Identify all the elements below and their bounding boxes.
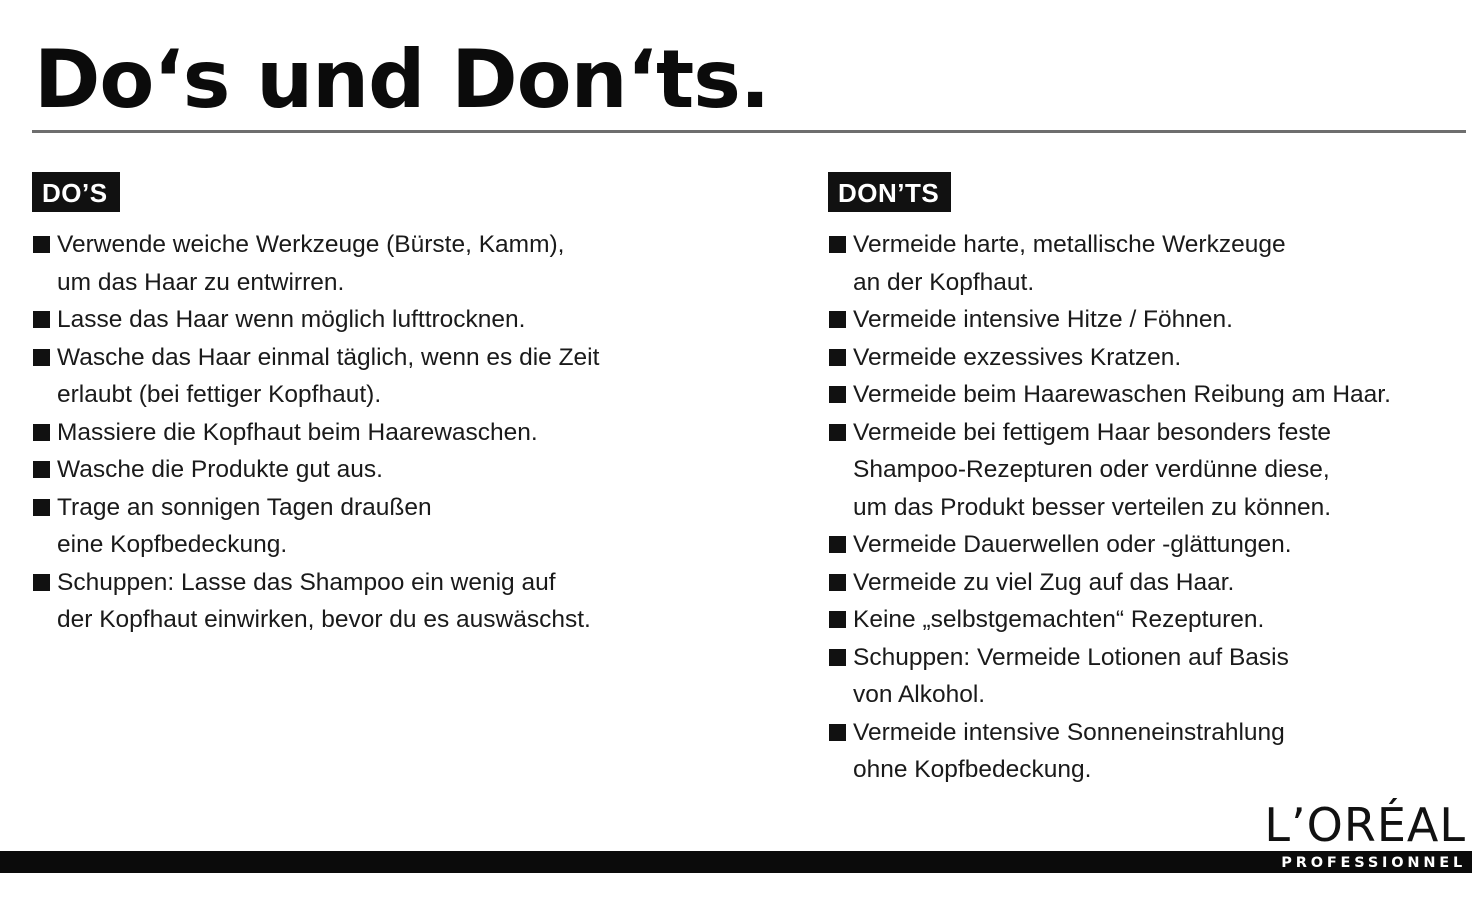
dos-heading: DO’S — [32, 172, 120, 212]
donts-list — [828, 226, 1468, 789]
donts-item-text: Vermeide intensive Sonneneinstrahlung ohne Kopfbedeckung. — [853, 718, 1285, 783]
dos-list — [32, 226, 752, 639]
dos-list-item — [32, 451, 752, 489]
dos-item-text: Lasse das Haar wenn möglich lufttrocknen. — [57, 306, 526, 333]
square-bullet-icon — [829, 349, 846, 366]
dos-list-item — [32, 489, 752, 564]
title-divider — [32, 130, 1466, 133]
donts-list-item — [828, 714, 1468, 789]
donts-list-item — [828, 376, 1468, 414]
square-bullet-icon — [33, 499, 50, 516]
donts-list-item — [828, 601, 1468, 639]
square-bullet-icon — [829, 649, 846, 666]
donts-item-text: Schuppen: Vermeide Lotionen auf Basis von Alkohol. — [853, 643, 1289, 708]
donts-item-text: Vermeide intensive Hitze / Föhnen. — [853, 306, 1233, 333]
square-bullet-icon — [33, 236, 50, 253]
donts-item-text: Vermeide exzessives Kratzen. — [853, 343, 1182, 371]
donts-list-item — [828, 564, 1468, 602]
dos-item-text: Schuppen: Lasse das Shampoo ein wenig auf der Kopfhaut einwirken, bevor du es auswäschst. — [57, 568, 591, 633]
dos-item-text: Wasche die Produkte gut aus. — [57, 456, 383, 483]
donts-heading: DON’TS — [828, 172, 951, 212]
dos-list-item — [32, 564, 752, 639]
donts-item-text: Vermeide bei fettigem Haar besonders feste Shampoo-Rezepturen oder verdünne diese, um das Produkt besser verteilen zu können. — [853, 418, 1332, 521]
square-bullet-icon — [829, 424, 846, 441]
square-bullet-icon — [33, 424, 50, 441]
donts-list-item — [828, 639, 1468, 714]
square-bullet-icon — [829, 611, 846, 628]
donts-column — [828, 172, 1468, 789]
logo-subline: PROFESSIONNEL — [1281, 855, 1466, 871]
dos-item-text: Massiere die Kopfhaut beim Haarewaschen. — [57, 418, 538, 446]
square-bullet-icon — [33, 311, 50, 328]
square-bullet-icon — [829, 574, 846, 591]
square-bullet-icon — [33, 349, 50, 366]
dos-item-text: Trage an sonnigen Tagen draußen eine Kopfbedeckung. — [57, 493, 432, 558]
square-bullet-icon — [33, 461, 50, 478]
donts-list-item — [828, 226, 1468, 301]
logo-wordmark: L’ORÉAL — [1264, 798, 1466, 852]
dos-list-item — [32, 226, 752, 301]
donts-item-text: Vermeide beim Haarewaschen Reibung am Haar. — [853, 381, 1391, 408]
donts-list-item — [828, 339, 1468, 377]
dos-list-item — [32, 339, 752, 414]
page-title: Do‘s und Don‘ts. — [34, 33, 770, 126]
donts-item-text: Keine „selbstgemachten“ Rezepturen. — [853, 606, 1265, 633]
square-bullet-icon — [829, 236, 846, 253]
dos-column — [32, 172, 752, 639]
donts-item-text: Vermeide Dauerwellen oder -glättungen. — [853, 531, 1292, 558]
donts-item-text: Vermeide zu viel Zug auf das Haar. — [853, 568, 1235, 596]
dos-item-text: Wasche das Haar einmal täglich, wenn es die Zeit erlaubt (bei fettiger Kopfhaut). — [57, 343, 600, 408]
dos-item-text: Verwende weiche Werkzeuge (Bürste, Kamm), um das Haar zu entwirren. — [57, 231, 565, 296]
square-bullet-icon — [829, 724, 846, 741]
donts-list-item — [828, 526, 1468, 564]
square-bullet-icon — [829, 386, 846, 403]
brand-logo — [1244, 798, 1466, 874]
donts-list-item — [828, 301, 1468, 339]
square-bullet-icon — [33, 574, 50, 591]
donts-item-text: Vermeide harte, metallische Werkzeuge an der Kopfhaut. — [853, 231, 1286, 296]
donts-list-item — [828, 414, 1468, 527]
square-bullet-icon — [829, 536, 846, 553]
square-bullet-icon — [829, 311, 846, 328]
dos-list-item — [32, 301, 752, 339]
dos-list-item — [32, 414, 752, 452]
